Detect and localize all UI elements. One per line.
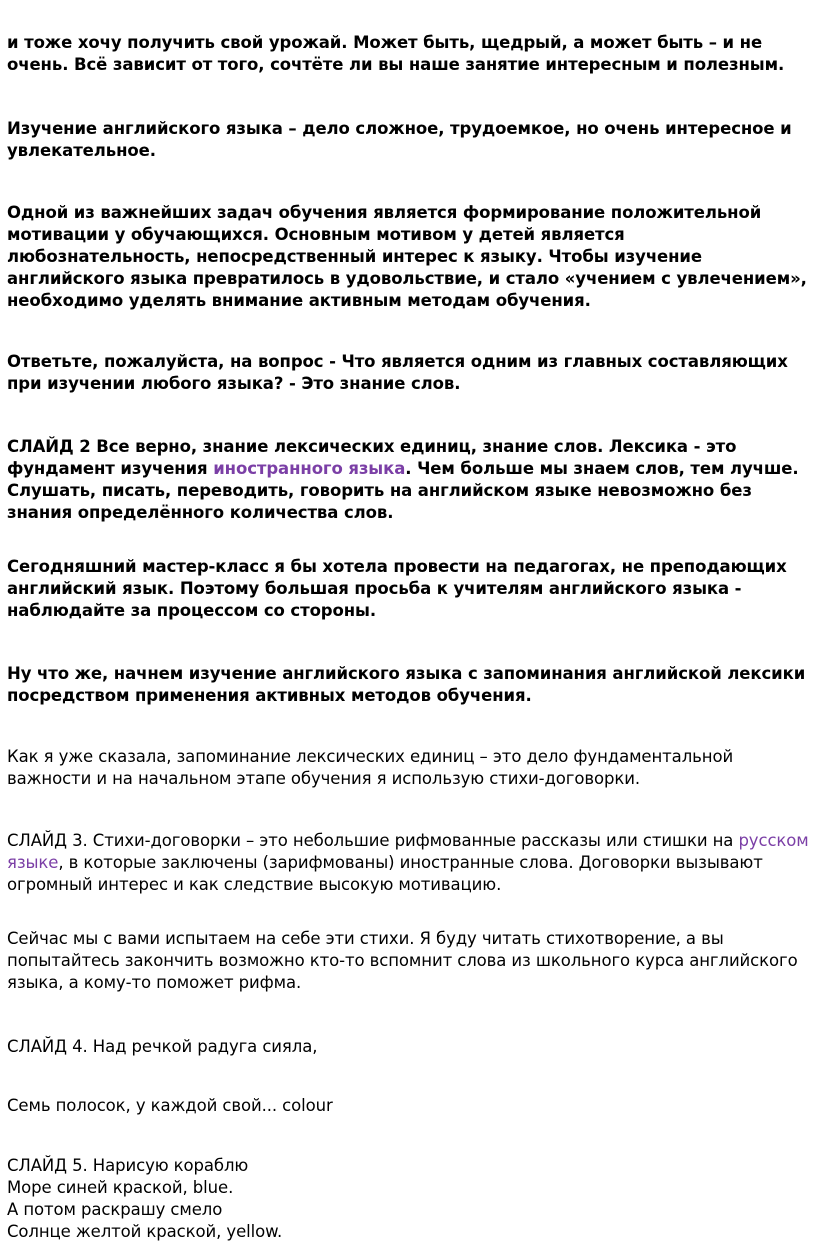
poem-line: Море синей краской, blue. (7, 1178, 234, 1197)
slide-3-text-after: , в которые заключены (зарифмованы) иностранные слова. Договорки вызывают огромный интерес и как следствие высокую мотивацию. (7, 853, 763, 894)
poem-line: А потом раскрашу смело (7, 1200, 223, 1219)
paragraph-slide-3 (7, 830, 813, 896)
slide-2-text-before: СЛАЙД 2 Все верно, знание лексических единиц, знание слов. Лексика - это фундамент изучения (7, 437, 737, 478)
paragraph-harvest: и тоже хочу получить свой урожай. Может быть, щедрый, а может быть – и не очень. Всё зависит от того, сочтёте ли вы наше занятие интересным и полезным. (7, 33, 785, 74)
paragraph-slide-4: СЛАЙД 4. Над речкой радуга сияла, (7, 1037, 318, 1056)
paragraph-try-poems: Сейчас мы с вами испытаем на себе эти стихи. Я буду читать стихотворение, а вы попытайтесь закончить возможно кто-то вспомнит слова из школьного курса английского языка, а кому-то поможет рифма. (7, 929, 798, 992)
slide-3-text-before: СЛАЙД 3. Стихи-договорки – это небольшие рифмованные рассказы или стишки на (7, 831, 739, 850)
poem-slide-5 (7, 1155, 813, 1243)
russian-language-link[interactable]: русском языке (7, 831, 809, 872)
paragraph-motivation: Одной из важнейших задач обучения является формирование положительной мотивации у обучающихся. Основным мотивом у детей является любознательность, непосредственный интерес к языку. Чтобы изучение английского языка превратилось в удовольствие, и стало «учением с увлечением», необходимо уделять внимание активным методам обучения. (7, 203, 807, 310)
paragraph-question: Ответьте, пожалуйста, на вопрос - Что является одним из главных составляющих при изучении любого языка? - Это знание слов. (7, 352, 788, 393)
slide-2-text-after: . Чем больше мы знаем слов, тем лучше. Слушать, писать, переводить, говорить на английском языке невозможно без знания определённого количества слов. (7, 459, 799, 522)
paragraph-slide-2 (7, 436, 813, 524)
paragraph-english-difficulty: Изучение английского языка – дело сложное, трудоемкое, но очень интересное и увлекательное. (7, 119, 792, 160)
paragraph-master-class: Сегодняшний мастер-класс я бы хотела провести на педагогах, не преподающих английский язык. Поэтому большая просьба к учителям английского языка - наблюдайте за процессом со стороны. (7, 557, 787, 620)
foreign-language-link[interactable]: иностранного языка (213, 459, 406, 478)
paragraph-colour-line: Семь полосок, у каждой свой... colour (7, 1096, 333, 1115)
poem-line: СЛАЙД 5. Нарисую кораблю (7, 1156, 249, 1175)
paragraph-lexical-units: Как я уже сказала, запоминание лексических единиц – это дело фундаментальной важности и на начальном этапе обучения я использую стихи-договорки. (7, 747, 734, 788)
paragraph-start-learning: Ну что же, начнем изучение английского языка с запоминания английской лексики посредством применения активных методов обучения. (7, 664, 806, 705)
poem-line: Солнце желтой краской, yellow. (7, 1222, 283, 1241)
